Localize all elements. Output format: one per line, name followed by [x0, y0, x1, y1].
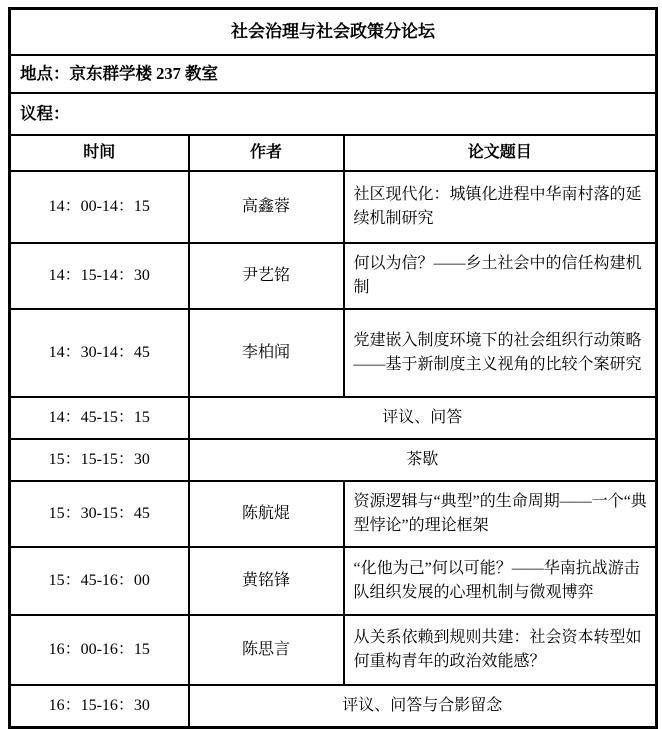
- forum-title: 社会治理与社会政策分论坛: [10, 9, 657, 56]
- table-row: [10, 685, 657, 728]
- table-row: [10, 547, 657, 615]
- author-cell: 陈航焜: [189, 481, 344, 547]
- header-author: 作者: [189, 135, 344, 171]
- paper-title-cell: “化他为己”何以可能？——华南抗战游击队组织发展的心理机制与微观博弈: [344, 547, 657, 615]
- time-cell: 15：30-15：45: [10, 481, 189, 547]
- header-time: 时间: [10, 135, 189, 171]
- table-row: [10, 309, 657, 397]
- table-row: [10, 397, 657, 439]
- time-cell: 16：00-16：15: [10, 615, 189, 685]
- paper-title-cell: 社区现代化：城镇化进程中华南村落的延续机制研究: [344, 171, 657, 243]
- table-row: [10, 171, 657, 243]
- forum-title-row: [10, 9, 657, 56]
- time-cell: 14：15-14：30: [10, 243, 189, 309]
- paper-title-cell: 党建嵌入制度环境下的社会组织行动策略——基于新制度主义视角的比较个案研究: [344, 309, 657, 397]
- author-cell: 黄铭锋: [189, 547, 344, 615]
- session-activity-cell: 评议、问答: [189, 397, 657, 439]
- table-row: [10, 615, 657, 685]
- table-header-row: [10, 135, 657, 171]
- time-cell: 14：30-14：45: [10, 309, 189, 397]
- time-cell: 15：15-15：30: [10, 439, 189, 481]
- time-cell: 14：00-14：15: [10, 171, 189, 243]
- header-paper-title: 论文题目: [344, 135, 657, 171]
- location-text: 地点：京东群学楼 237 教室: [10, 55, 657, 93]
- table-row: [10, 243, 657, 309]
- paper-title-cell: 何以为信？——乡土社会中的信任构建机制: [344, 243, 657, 309]
- time-cell: 16：15-16：30: [10, 685, 189, 728]
- agenda-row: [10, 93, 657, 135]
- table-row: [10, 439, 657, 481]
- session-activity-cell: 评议、问答与合影留念: [189, 685, 657, 728]
- table-row: [10, 481, 657, 547]
- session-schedule-table: [8, 7, 658, 729]
- session-activity-cell: 茶歇: [189, 439, 657, 481]
- time-cell: 15：45-16：00: [10, 547, 189, 615]
- agenda-text: 议程：: [10, 93, 657, 135]
- time-cell: 14：45-15：15: [10, 397, 189, 439]
- author-cell: 尹艺铭: [189, 243, 344, 309]
- paper-title-cell: 从关系依赖到规则共建：社会资本转型如何重构青年的政治效能感？: [344, 615, 657, 685]
- location-row: [10, 55, 657, 93]
- author-cell: 陈思言: [189, 615, 344, 685]
- paper-title-cell: 资源逻辑与“典型”的生命周期——一个“典型悖论”的理论框架: [344, 481, 657, 547]
- author-cell: 高鑫蓉: [189, 171, 344, 243]
- author-cell: 李柏闻: [189, 309, 344, 397]
